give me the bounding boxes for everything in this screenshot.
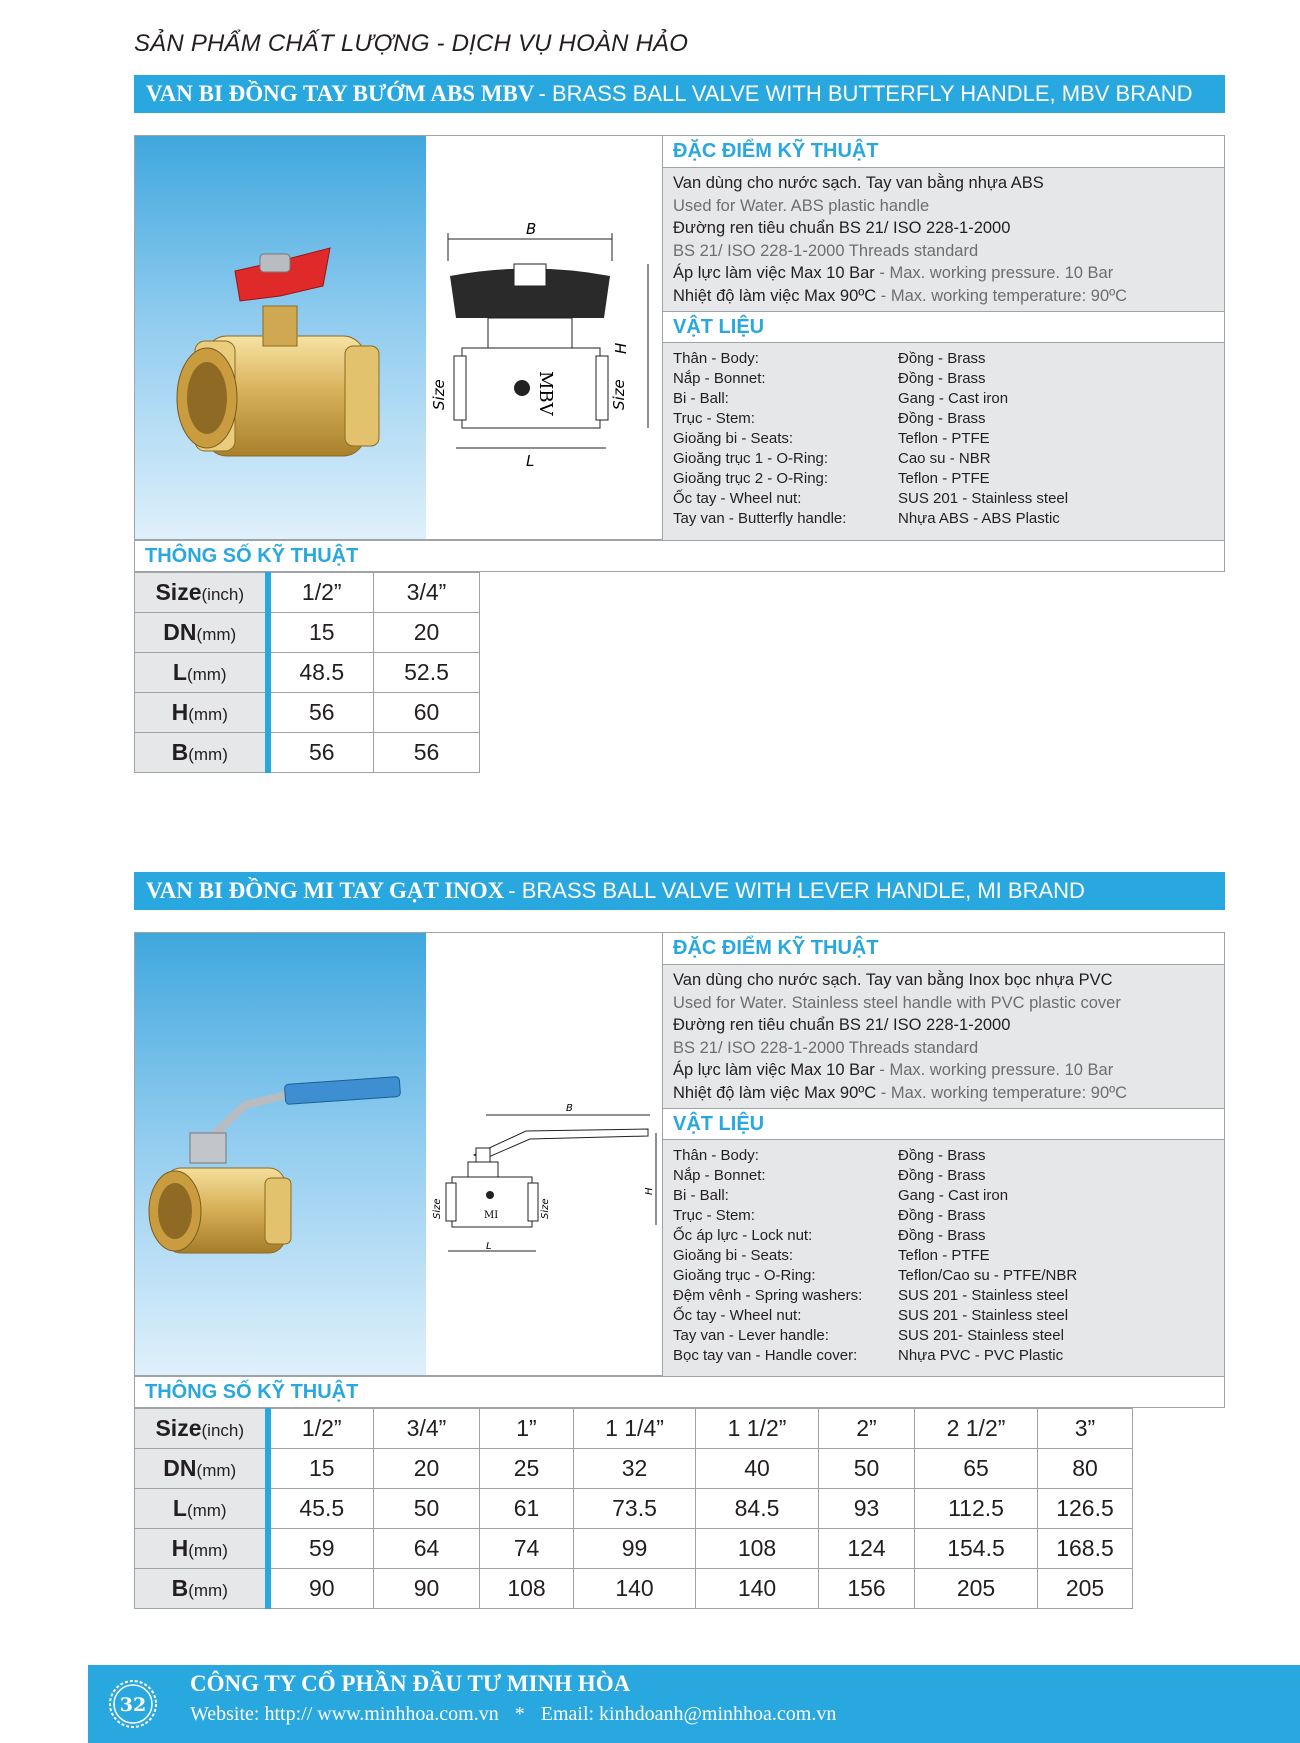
table-cell: 108 <box>696 1529 819 1569</box>
material-row: Bọc tay van - Handle cover: Nhựa PVC - PVC Plastic <box>673 1347 1064 1364</box>
table-cell: 52.5 <box>374 653 480 693</box>
material-row: Gioăng trục - O-Ring: Teflon/Cao su - PTFE/NBR <box>673 1267 1078 1284</box>
row-label: L(mm) <box>135 1489 268 1529</box>
email-link[interactable]: Email: kinhdoanh@minhhoa.com.vn <box>540 1703 837 1725</box>
table-row <box>135 1449 1133 1489</box>
table-cell: 1 1/4” <box>574 1409 696 1449</box>
contact-separator: * <box>514 1703 525 1725</box>
product-1-materials-title: VẬT LIỆU <box>663 311 1224 343</box>
material-row: Trục - Stem: Đồng - Brass <box>673 410 986 427</box>
product-1-title-en: - BRASS BALL VALVE WITH BUTTERFLY HANDLE, MBV BRAND <box>538 81 1193 106</box>
spec-usage-en: Used for Water. Stainless steel handle with PVC plastic cover <box>673 993 1121 1012</box>
row-label: Size(inch) <box>135 573 268 613</box>
table-cell: 32 <box>574 1449 696 1489</box>
table-row <box>135 693 480 733</box>
table-cell: 124 <box>819 1529 915 1569</box>
spec-thread: Đường ren tiêu chuẩn BS 21/ ISO 228-1-2000 <box>673 219 1011 237</box>
material-row: Trục - Stem: Đồng - Brass <box>673 1207 986 1224</box>
table-cell: 73.5 <box>574 1489 696 1529</box>
row-label: B(mm) <box>135 1569 268 1609</box>
page-number-badge-icon <box>108 1679 158 1729</box>
product-1-spec-table <box>134 572 480 773</box>
table-cell: 20 <box>374 613 480 653</box>
brand-label: MBV <box>535 371 556 416</box>
product-1-spec-box <box>662 135 1225 540</box>
spec-usage: Van dùng cho nước sạch. Tay van bằng Inox bọc nhựa PVC <box>673 971 1113 989</box>
table-cell: 50 <box>819 1449 915 1489</box>
table-row <box>135 573 480 613</box>
material-row: Tay van - Lever handle: SUS 201- Stainless steel <box>673 1327 1064 1344</box>
material-row: Gioăng bi - Seats: Teflon - PTFE <box>673 430 990 447</box>
product-1-title-vi: VAN BI ĐỒNG TAY BƯỚM ABS MBV <box>146 81 535 106</box>
table-cell: 156 <box>819 1569 915 1609</box>
table-cell: 40 <box>696 1449 819 1489</box>
product-2-header <box>134 872 1225 910</box>
table-cell: 140 <box>574 1569 696 1609</box>
spec-temperature: Nhiệt độ làm việc Max 90ºC - Max. working temperature: 90ºC <box>673 1083 1128 1102</box>
material-row: Bi - Ball: Gang - Cast iron <box>673 390 1009 407</box>
table-cell: 1 1/2” <box>696 1409 819 1449</box>
spec-thread: Đường ren tiêu chuẩn BS 21/ ISO 228-1-2000 <box>673 1016 1011 1034</box>
spec-thread-en: BS 21/ ISO 228-1-2000 Threads standard <box>673 241 979 260</box>
company-name: CÔNG TY CỔ PHẦN ĐẦU TƯ MINH HÒA <box>190 1671 631 1696</box>
table-cell: 84.5 <box>696 1489 819 1529</box>
spec-pressure: Áp lực làm việc Max 10 Bar - Max. working pressure. 10 Bar <box>673 1061 1114 1079</box>
material-row: Ốc áp lực - Lock nut: Đồng - Brass <box>673 1227 986 1244</box>
row-label: H(mm) <box>135 1529 268 1569</box>
product-2-specs-title: ĐẶC ĐIỂM KỸ THUẬT <box>663 933 1224 965</box>
product-2-photo <box>134 932 427 1376</box>
product-2-spec-table <box>134 1408 1133 1609</box>
dim-label-l: L <box>526 452 535 470</box>
dim-label-size-left: Size <box>430 379 448 410</box>
product-2-title-vi: VAN BI ĐỒNG MI TAY GẠT INOX <box>146 878 505 903</box>
dim-label-l: L <box>486 1241 492 1252</box>
table-cell: 140 <box>696 1569 819 1609</box>
butterfly-valve-technical-drawing <box>426 136 662 541</box>
table-cell: 112.5 <box>915 1489 1038 1529</box>
table-cell: 74 <box>480 1529 574 1569</box>
table-cell: 99 <box>574 1529 696 1569</box>
table-row <box>135 733 480 773</box>
table-cell: 50 <box>374 1489 480 1529</box>
table-row <box>135 613 480 653</box>
table-cell: 205 <box>915 1569 1038 1609</box>
product-2-spec-box <box>662 932 1225 1376</box>
spec-usage: Van dùng cho nước sạch. Tay van bằng nhựa ABS <box>673 174 1044 192</box>
product-2-specs <box>663 965 1224 1108</box>
table-cell: 3/4” <box>374 573 480 613</box>
material-row: Tay van - Butterfly handle: Nhựa ABS - ABS Plastic <box>673 510 1060 527</box>
website-link[interactable]: Website: http:// www.minhhoa.com.vn <box>190 1703 499 1725</box>
dim-label-size-right: Size <box>540 1198 551 1219</box>
butterfly-valve-image <box>135 136 428 541</box>
table-cell: 108 <box>480 1569 574 1609</box>
table-cell: 56 <box>268 733 374 773</box>
table-cell: 45.5 <box>268 1489 374 1529</box>
table-cell: 1” <box>480 1409 574 1449</box>
spec-usage-en: Used for Water. ABS plastic handle <box>673 196 930 215</box>
table-cell: 56 <box>374 733 480 773</box>
table-cell: 59 <box>268 1529 374 1569</box>
product-1-specs-title: ĐẶC ĐIỂM KỸ THUẬT <box>663 136 1224 168</box>
table-row <box>135 1409 1133 1449</box>
row-label: B(mm) <box>135 733 268 773</box>
material-row: Ốc tay - Wheel nut: SUS 201 - Stainless steel <box>673 490 1069 507</box>
table-cell: 56 <box>268 693 374 733</box>
material-row: Nắp - Bonnet: Đồng - Brass <box>673 1167 986 1184</box>
table-cell: 65 <box>915 1449 1038 1489</box>
material-row: Bi - Ball: Gang - Cast iron <box>673 1187 1009 1204</box>
table-cell: 168.5 <box>1038 1529 1133 1569</box>
table-cell: 3” <box>1038 1409 1133 1449</box>
row-label: L(mm) <box>135 653 268 693</box>
table-row <box>135 1529 1133 1569</box>
material-row: Gioăng trục 2 - O-Ring: Teflon - PTFE <box>673 470 990 487</box>
row-label: DN(mm) <box>135 1449 268 1489</box>
product-1-header <box>134 75 1225 113</box>
table-cell: 60 <box>374 693 480 733</box>
table-cell: 25 <box>480 1449 574 1489</box>
spec-pressure: Áp lực làm việc Max 10 Bar - Max. working pressure. 10 Bar <box>673 264 1114 282</box>
table-cell: 90 <box>374 1569 480 1609</box>
product-1-specs <box>663 168 1224 311</box>
material-row: Nắp - Bonnet: Đồng - Brass <box>673 370 986 387</box>
page-footer <box>88 1665 1300 1743</box>
table-cell: 48.5 <box>268 653 374 693</box>
table-cell: 90 <box>268 1569 374 1609</box>
table-cell: 15 <box>268 613 374 653</box>
table-cell: 126.5 <box>1038 1489 1133 1529</box>
product-1-drawing <box>426 135 662 540</box>
material-row: Ốc tay - Wheel nut: SUS 201 - Stainless steel <box>673 1307 1069 1324</box>
row-label: Size(inch) <box>135 1409 268 1449</box>
spec-thread-en: BS 21/ ISO 228-1-2000 Threads standard <box>673 1038 979 1057</box>
table-cell: 1/2” <box>268 1409 374 1449</box>
page-number: 32 <box>119 1694 147 1716</box>
table-row <box>135 1489 1133 1529</box>
product-2-title-en: - BRASS BALL VALVE WITH LEVER HANDLE, MI BRAND <box>508 878 1085 903</box>
table-cell: 15 <box>268 1449 374 1489</box>
dim-label-h: H <box>612 342 630 354</box>
company-contact <box>190 1703 836 1726</box>
material-row: Thân - Body: Đồng - Brass <box>673 1147 986 1164</box>
product-1-photo <box>134 135 427 540</box>
table-cell: 2” <box>819 1409 915 1449</box>
product-2-materials <box>663 1140 1224 1376</box>
material-row: Thân - Body: Đồng - Brass <box>673 350 986 367</box>
product-2-drawing <box>426 932 662 1376</box>
table-cell: 64 <box>374 1529 480 1569</box>
table-cell: 61 <box>480 1489 574 1529</box>
dim-label-h: H <box>644 1187 655 1195</box>
row-label: DN(mm) <box>135 613 268 653</box>
table-row <box>135 1569 1133 1609</box>
material-row: Gioăng trục 1 - O-Ring: Cao su - NBR <box>673 450 991 467</box>
lever-valve-image <box>135 933 428 1377</box>
table-cell: 80 <box>1038 1449 1133 1489</box>
table-cell: 20 <box>374 1449 480 1489</box>
material-row: Gioăng bi - Seats: Teflon - PTFE <box>673 1247 990 1264</box>
dim-label-size-right: Size <box>610 379 628 410</box>
dim-label-b: B <box>566 1103 573 1114</box>
page-tagline: SẢN PHẨM CHẤT LƯỢNG - DỊCH VỤ HOÀN HẢO <box>134 30 689 57</box>
dim-label-size-left: Size <box>432 1198 443 1219</box>
table-cell: 1/2” <box>268 573 374 613</box>
material-row: Đệm vênh - Spring washers: SUS 201 - Stainless steel <box>673 1287 1069 1304</box>
product-2-params-title: THÔNG SỐ KỸ THUẬT <box>134 1376 1225 1408</box>
table-cell: 3/4” <box>374 1409 480 1449</box>
table-cell: 154.5 <box>915 1529 1038 1569</box>
table-cell: 2 1/2” <box>915 1409 1038 1449</box>
product-2-materials-title: VẬT LIỆU <box>663 1108 1224 1140</box>
spec-temperature: Nhiệt độ làm việc Max 90ºC - Max. working temperature: 90ºC <box>673 286 1128 305</box>
table-cell: 93 <box>819 1489 915 1529</box>
dim-label-b: B <box>526 220 537 238</box>
table-row <box>135 653 480 693</box>
table-cell: 205 <box>1038 1569 1133 1609</box>
lever-valve-technical-drawing <box>426 933 662 1377</box>
product-1-materials <box>663 343 1224 540</box>
row-label: H(mm) <box>135 693 268 733</box>
brand-label: MI <box>484 1210 499 1221</box>
product-1-params-title: THÔNG SỐ KỸ THUẬT <box>134 540 1225 572</box>
